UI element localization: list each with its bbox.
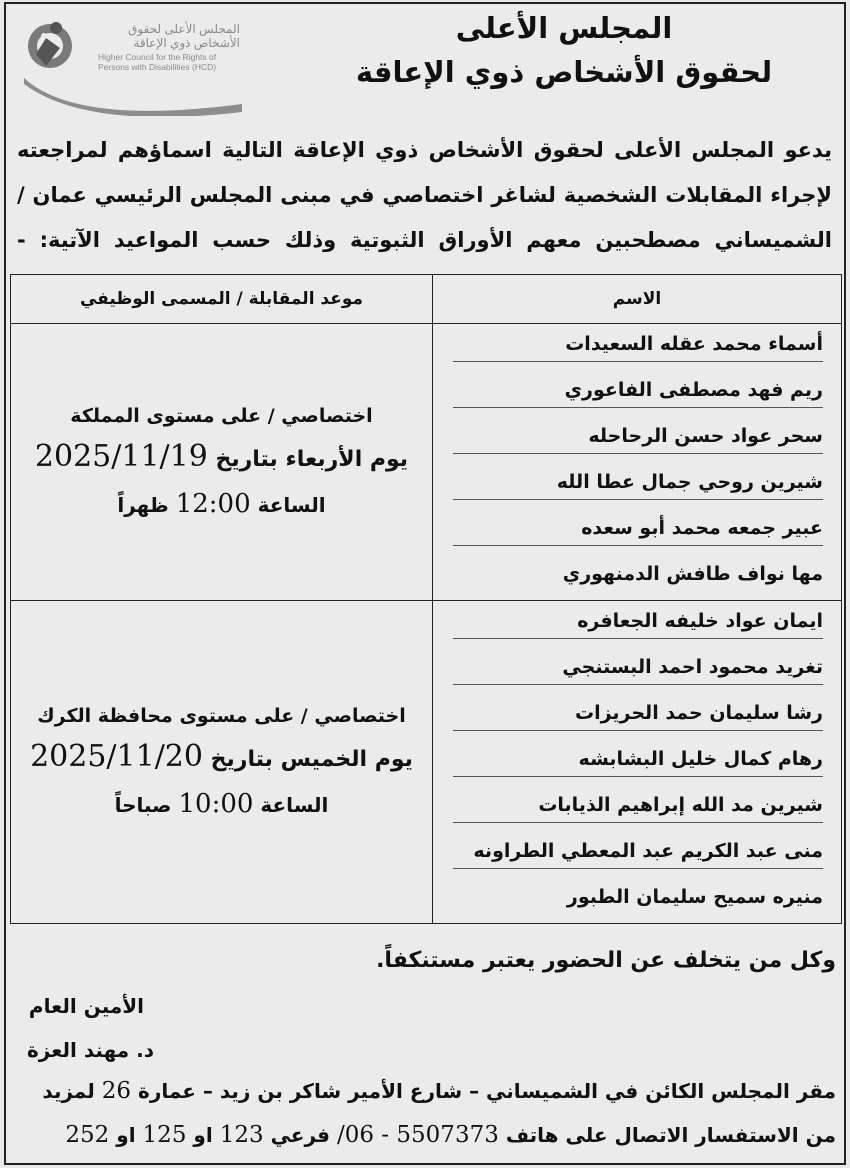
table-row xyxy=(11,324,842,371)
closing-note: وكل من يتخلف عن الحضور يعتبر مستنكفاً. xyxy=(376,948,836,973)
name-cell: رهام كمال خليل البشابشه xyxy=(433,739,842,785)
contact-line: من الاستفسار الاتصال على هاتف 5507373 - 06/ فرعي 123 او 125 او 252 xyxy=(65,1122,836,1148)
table-header-row xyxy=(11,275,842,324)
date-line-group1: يوم الأربعاء بتاريخ 2025/11/19 xyxy=(34,439,409,474)
intro-paragraph xyxy=(17,128,832,263)
signature-role: الأمين العام xyxy=(28,994,144,1018)
position-group1: اختصاصي / على مستوى المملكة xyxy=(70,405,373,427)
schedule-cell-group2 xyxy=(11,601,433,924)
address-line: مقر المجلس الكائن في الشميساني – شارع الأمير شاكر بن زيد – عمارة 26 لمزيد xyxy=(42,1078,836,1104)
time-group2: 10:00 xyxy=(178,789,254,819)
name-cell: منيره سميح سليمان الطبور xyxy=(433,877,842,924)
column-header-name: الاسم xyxy=(433,275,842,324)
logo-text xyxy=(98,22,240,72)
time-line-group1: الساعة 12:00 ظهراً xyxy=(117,489,326,519)
advertisement-page xyxy=(4,2,846,1165)
name-cell: رشا سليمان حمد الحريزات xyxy=(433,693,842,739)
schedule-cell-group1 xyxy=(11,324,433,601)
page-title xyxy=(284,6,844,94)
logo-arabic-line1: المجلس الأعلى لحقوق xyxy=(128,22,240,36)
logo-english-line2: Persons with Disabilities (HCD) xyxy=(98,62,217,72)
phone-number: 5507373 - 06/ xyxy=(336,1122,499,1148)
name-cell: سحر عواد حسن الرحاحله xyxy=(433,416,842,462)
interview-table xyxy=(10,274,842,924)
name-cell: عبير جمعه محمد أبو سعده xyxy=(433,508,842,554)
time-line-group2: الساعة 10:00 صباحاً xyxy=(114,789,329,819)
title-line1: المجلس الأعلى xyxy=(455,11,673,45)
title-line2: لحقوق الأشخاص ذوي الإعاقة xyxy=(355,55,773,89)
hcd-logo xyxy=(16,8,242,116)
logo-english-line1: Higher Council for the Rights of xyxy=(98,52,217,62)
date-group1: 2025/11/19 xyxy=(34,439,208,474)
intro-line1: يدعو المجلس الأعلى لحقوق الأشخاص ذوي الإعاقة التالية اسماؤهم لمراجعته xyxy=(17,138,832,162)
name-cell: أسماء محمد عقله السعيدات xyxy=(433,324,842,371)
name-cell: منى عبد الكريم عبد المعطي الطراونه xyxy=(433,831,842,877)
intro-line2: لإجراء المقابلات الشخصية لشاغر اختصاصي في مبنى المجلس الرئيسي عمان / xyxy=(17,183,832,207)
time-group1: 12:00 xyxy=(175,489,251,519)
name-cell: شيرين مد الله إبراهيم الذيابات xyxy=(433,785,842,831)
intro-line3: الشميساني مصطحبين معهم الأوراق الثبوتية وذلك حسب المواعيد الآتية: - xyxy=(17,228,832,252)
name-cell: شيرين روحي جمال عطا الله xyxy=(433,462,842,508)
position-group2: اختصاصي / على مستوى محافظة الكرك xyxy=(37,705,406,727)
table-row xyxy=(11,601,842,648)
logo-arabic-line2: الأشخاص ذوي الإعاقة xyxy=(133,36,240,50)
signature-name: د. مهند العزة xyxy=(27,1038,154,1062)
name-cell: مها نواف طافش الدمنهوري xyxy=(433,554,842,601)
date-group2: 2025/11/20 xyxy=(30,739,203,774)
date-line-group2: يوم الخميس بتاريخ 2025/11/20 xyxy=(30,739,413,774)
column-header-schedule: موعد المقابلة / المسمى الوظيفي xyxy=(11,275,433,324)
name-cell: ريم فهد مصطفى الفاعوري xyxy=(433,370,842,416)
name-cell: ايمان عواد خليفه الجعافره xyxy=(433,601,842,648)
name-cell: تغريد محمود احمد البستنجي xyxy=(433,647,842,693)
